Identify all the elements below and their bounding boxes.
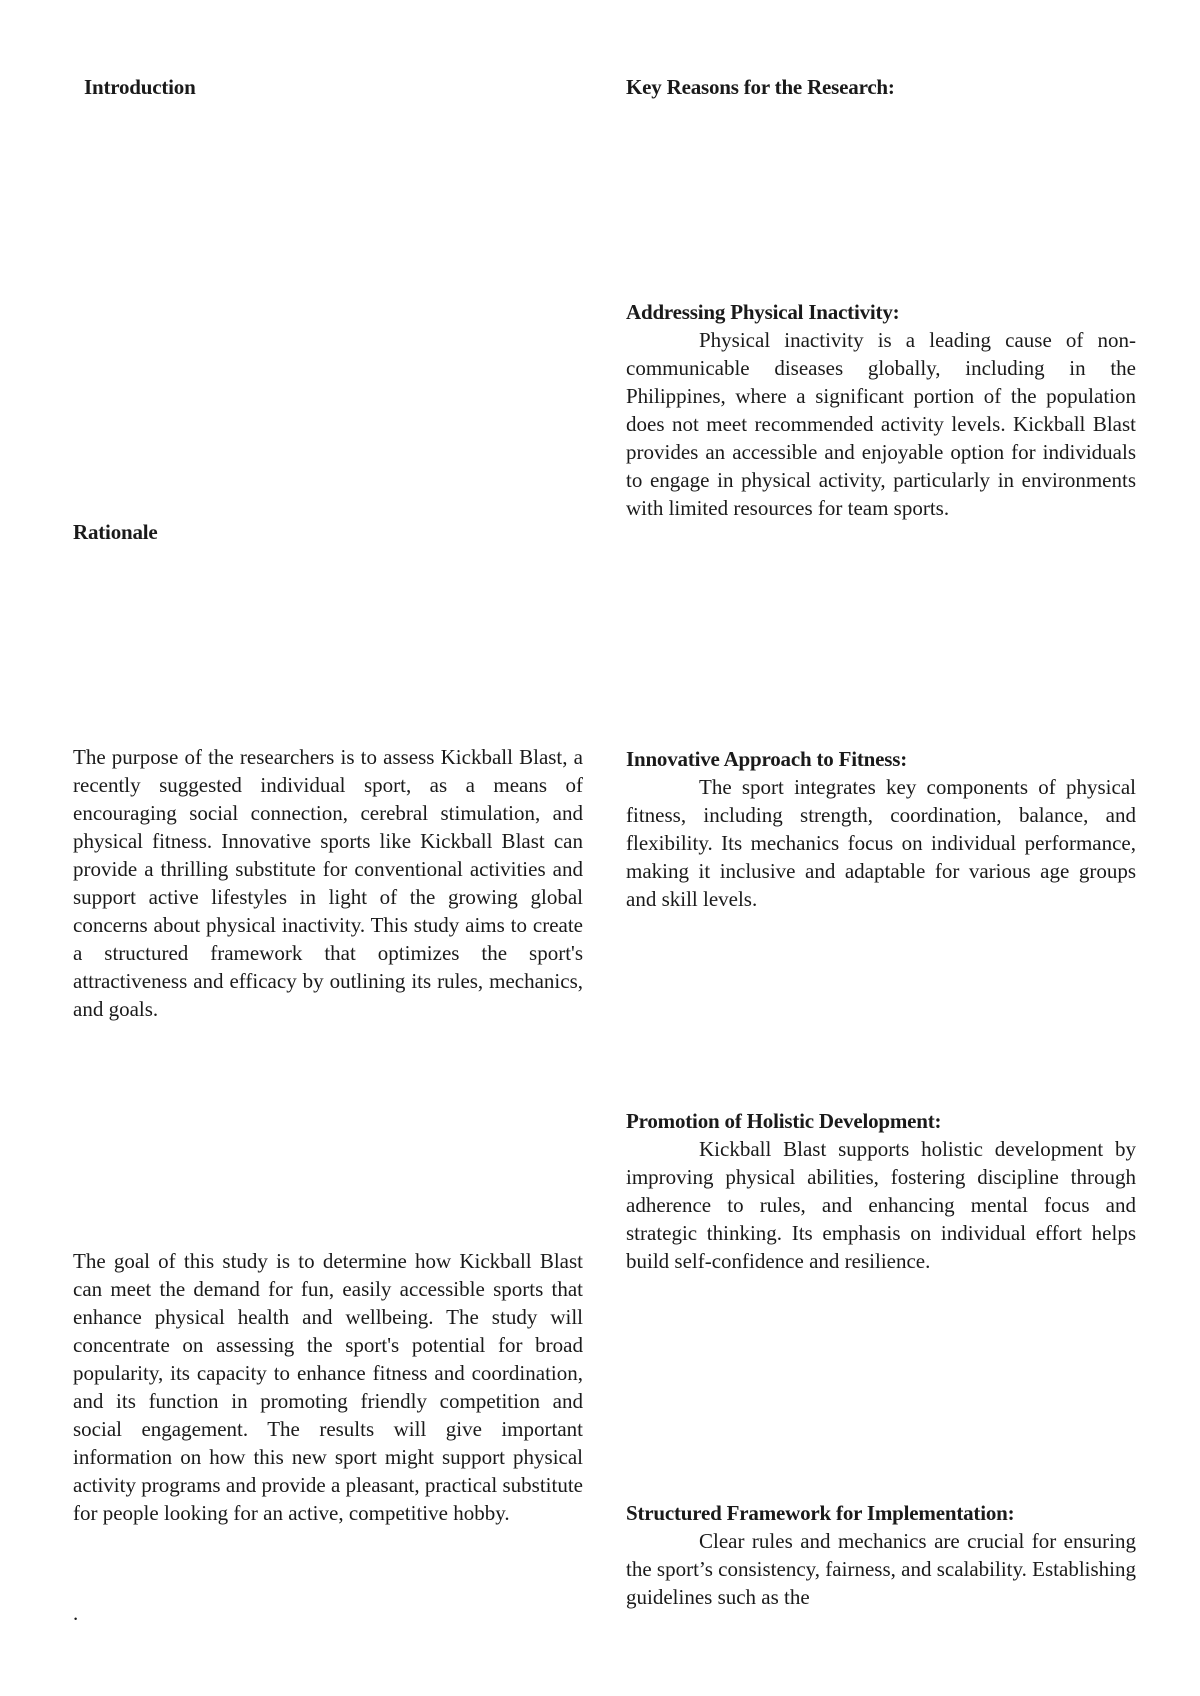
section-addressing-inactivity bbox=[626, 298, 1136, 522]
rationale-paragraph-1: The purpose of the researchers is to assess Kickball Blast, a recently suggested individual sport, as a means of encouraging social connection, cerebral stimulation, and physical fitness. Innovative sports like Kickball Blast can provide a thrilling substitute for conventional activities and support active lifestyles in light of the growing global concerns about physical inactivity. This study aims to create a structured framework that optimizes the sport's attractiveness and efficacy by outlining its rules, mechanics, and goals. bbox=[73, 745, 583, 1021]
trailing-period: . bbox=[73, 1601, 79, 1625]
section-body: Kickball Blast supports holistic development by improving physical abilities, fostering discipline through adherence to rules, and enhancing mental focus and strategic thinking. Its emphasis on individual effort helps build self-confidence and resilience. bbox=[626, 1137, 1136, 1273]
rationale-paragraph-2: The goal of this study is to determine how Kickball Blast can meet the demand for fun, easily accessible sports that enhance physical health and wellbeing. The study will concentrate on assessing the sport's potential for broad popularity, its capacity to enhance fitness and coordination, and its function in promoting friendly competition and social engagement. The results will give important information on how this new sport might support physical activity programs and provide a pleasant, practical substitute for people looking for an active, competitive hobby. bbox=[73, 1249, 583, 1525]
section-heading: Promotion of Holistic Development: bbox=[626, 1109, 942, 1133]
section-structured-framework bbox=[626, 1499, 1136, 1611]
introduction-heading: Introduction bbox=[84, 75, 196, 99]
rationale-heading: Rationale bbox=[73, 520, 158, 544]
section-body: The sport integrates key components of physical fitness, including strength, coordination, balance, and flexibility. Its mechanics focus on individual performance, making it inclusive and adaptable for various age groups and skill levels. bbox=[626, 775, 1136, 911]
section-heading: Innovative Approach to Fitness: bbox=[626, 747, 908, 771]
section-heading: Addressing Physical Inactivity: bbox=[626, 300, 900, 324]
section-body: Clear rules and mechanics are crucial for ensuring the sport’s consistency, fairness, and scalability. Establishing guidelines such as the bbox=[626, 1529, 1136, 1609]
section-body: Physical inactivity is a leading cause of non-communicable diseases globally, including in the Philippines, where a significant portion of the population does not meet recommended activity levels. Kickball Blast provides an accessible and enjoyable option for individuals to engage in physical activity, particularly in environments with limited resources for team sports. bbox=[626, 328, 1136, 520]
section-heading: Structured Framework for Implementation: bbox=[626, 1501, 1015, 1525]
section-holistic-development bbox=[626, 1107, 1136, 1275]
section-innovative-fitness bbox=[626, 745, 1136, 913]
key-reasons-heading: Key Reasons for the Research: bbox=[626, 75, 895, 99]
